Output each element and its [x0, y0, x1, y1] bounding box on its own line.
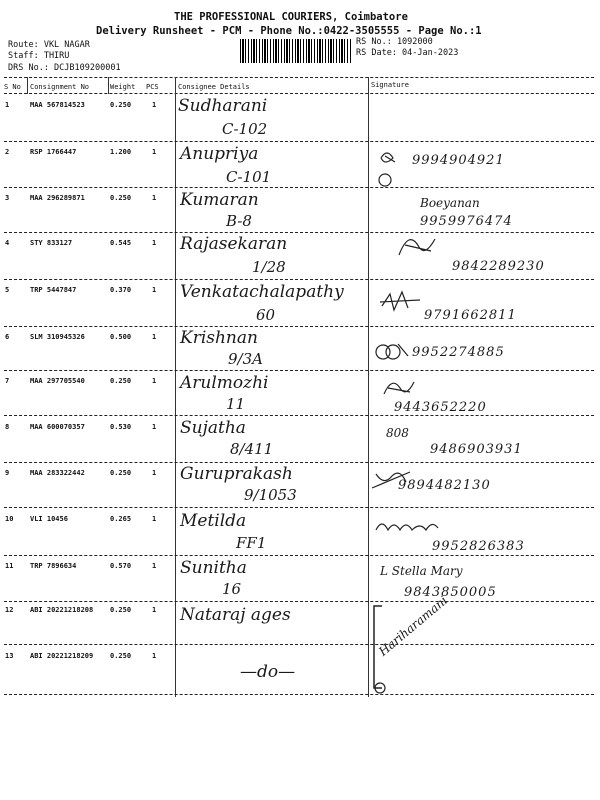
row-rule — [4, 279, 594, 280]
row-weight: 0.250 — [110, 194, 132, 202]
row-consignment: MAA 283322442 — [30, 469, 85, 477]
header-rule — [4, 93, 594, 94]
row-weight: 0.250 — [110, 652, 132, 660]
row-rule — [4, 694, 594, 695]
row-sno: 7 — [5, 377, 10, 385]
row-rule — [4, 644, 594, 645]
row-pcs: 1 — [152, 469, 157, 477]
signature-phone: 9843850005 — [404, 585, 497, 600]
consignee-address: 8/411 — [230, 440, 274, 458]
row-sno: 12 — [5, 606, 14, 614]
row-sno: 6 — [5, 333, 10, 341]
signature-phone: 9952274885 — [412, 345, 505, 360]
row-rule — [4, 555, 594, 556]
col-divider — [175, 77, 176, 697]
row-consignment: STY 833127 — [30, 239, 73, 247]
row-weight: 0.500 — [110, 333, 132, 341]
drs-number: DRS No.: DCJB109200001 — [8, 63, 121, 73]
row-pcs: 1 — [152, 606, 157, 614]
row-pcs: 1 — [152, 652, 157, 660]
col-sno: S No — [4, 83, 21, 91]
row-weight: 0.250 — [110, 377, 132, 385]
signature-phone: 9952826383 — [432, 539, 525, 554]
consignee-address: 11 — [226, 395, 246, 413]
row-rule — [4, 370, 594, 371]
row-sno: 11 — [5, 562, 14, 570]
signature-phone: 9994904921 — [412, 153, 505, 168]
row-pcs: 1 — [152, 101, 157, 109]
consignee-name: Anupriya — [180, 144, 259, 164]
signature-scribble — [372, 334, 412, 364]
col-pcs: PCS — [146, 83, 159, 91]
consignee-name: Sunitha — [180, 558, 247, 578]
consignee-name: Sudharani — [178, 96, 268, 116]
row-weight: 0.370 — [110, 286, 132, 294]
consignee-name: Nataraj ages — [180, 605, 291, 625]
consignee-address: 9/1053 — [244, 486, 297, 504]
consignee-address: 16 — [222, 580, 242, 598]
row-pcs: 1 — [152, 286, 157, 294]
consignee-name: Sujatha — [180, 418, 246, 438]
row-rule — [4, 141, 594, 142]
row-consignment: TRP 5447847 — [30, 286, 77, 294]
col-divider — [108, 77, 109, 94]
consignee-address: C-102 — [222, 120, 268, 138]
col-divider — [27, 77, 28, 94]
staff-label: Staff: THIRU — [8, 51, 70, 61]
col-consignee: Consignee Details — [178, 83, 250, 91]
signature-phone: 9791662811 — [424, 308, 517, 323]
consignee-address: 60 — [256, 306, 276, 324]
row-consignment: ABI 20221218208 — [30, 606, 94, 614]
consignee-name: Venkatachalapathy — [180, 282, 344, 302]
col-signature: Signature — [371, 81, 409, 89]
signature-name: 808 — [386, 426, 409, 440]
rs-number: RS No.: 1092000 — [356, 37, 433, 47]
consignee-address: 1/28 — [252, 258, 286, 276]
row-sno: 8 — [5, 423, 10, 431]
row-sno: 1 — [5, 101, 10, 109]
consignee-address: 9/3A — [228, 350, 263, 368]
consignee-name: Arulmozhi — [180, 373, 269, 393]
company-title: THE PROFESSIONAL COURIERS, Coimbatore — [174, 11, 408, 23]
rs-date: RS Date: 04-Jan-2023 — [356, 48, 459, 58]
signature-name: Hariharamani — [376, 593, 451, 659]
row-consignment: MAA 567814523 — [30, 101, 85, 109]
row-weight: 0.570 — [110, 562, 132, 570]
row-pcs: 1 — [152, 423, 157, 431]
row-rule — [4, 187, 594, 188]
row-sno: 5 — [5, 286, 10, 294]
row-sno: 2 — [5, 148, 10, 156]
row-sno: 10 — [5, 515, 14, 523]
consignee-address: FF1 — [236, 534, 267, 552]
row-pcs: 1 — [152, 194, 157, 202]
consignee-name: Krishnan — [180, 328, 258, 348]
consignee-address: C-101 — [226, 168, 272, 186]
row-rule — [4, 232, 594, 233]
signature-phone: 9486903931 — [430, 442, 523, 457]
row-pcs: 1 — [152, 239, 157, 247]
signature-phone: 9959976474 — [420, 214, 513, 229]
signature-scribble — [375, 146, 405, 188]
row-pcs: 1 — [152, 377, 157, 385]
row-consignment: TRP 7896634 — [30, 562, 77, 570]
row-rule — [4, 462, 594, 463]
consignee-name: —do— — [240, 662, 296, 682]
row-consignment: MAA 600070357 — [30, 423, 85, 431]
signature-scribble — [378, 286, 424, 320]
row-weight: 0.545 — [110, 239, 132, 247]
row-consignment: RSP 1766447 — [30, 148, 77, 156]
row-sno: 4 — [5, 239, 10, 247]
row-pcs: 1 — [152, 515, 157, 523]
consignee-name: Metilda — [180, 511, 247, 531]
signature-name: L Stella Mary — [380, 564, 463, 578]
signature-scribble — [374, 516, 440, 538]
row-sno: 3 — [5, 194, 10, 202]
row-weight: 0.250 — [110, 469, 132, 477]
row-pcs: 1 — [152, 148, 157, 156]
row-rule — [4, 507, 594, 508]
signature-scribble — [395, 225, 445, 265]
runsheet-subtitle: Delivery Runsheet - PCM - Phone No.:0422-3505555 - Page No.:1 — [96, 25, 482, 37]
consignee-name: Rajasekaran — [180, 234, 288, 254]
row-weight: 0.265 — [110, 515, 132, 523]
row-weight: 0.250 — [110, 101, 132, 109]
table-top-rule — [4, 77, 594, 78]
row-consignment: ABI 20221218209 — [30, 652, 94, 660]
row-consignment: VLI 10456 — [30, 515, 68, 523]
row-weight: 1.200 — [110, 148, 132, 156]
row-sno: 13 — [5, 652, 14, 660]
signature-phone: 9443652220 — [394, 400, 487, 415]
row-rule — [4, 601, 594, 602]
signature-phone: 9894482130 — [398, 478, 491, 493]
row-weight: 0.530 — [110, 423, 132, 431]
signature-name: Boeyanan — [420, 196, 480, 210]
col-weight: Weight — [110, 83, 136, 91]
row-rule — [4, 415, 594, 416]
row-consignment: MAA 296289871 — [30, 194, 85, 202]
row-consignment: MAA 297705540 — [30, 377, 85, 385]
row-sno: 9 — [5, 469, 10, 477]
row-rule — [4, 326, 594, 327]
consignee-name: Kumaran — [180, 190, 259, 210]
row-pcs: 1 — [152, 562, 157, 570]
col-consignment: Consignment No — [30, 83, 90, 91]
row-weight: 0.250 — [110, 606, 132, 614]
consignee-address: B-8 — [226, 212, 252, 230]
signature-phone: 9842289230 — [452, 259, 545, 274]
barcode — [240, 39, 352, 63]
route-label: Route: VKL NAGAR — [8, 40, 90, 50]
row-consignment: SLM 310945326 — [30, 333, 85, 341]
consignee-name: Guruprakash — [180, 464, 293, 484]
row-pcs: 1 — [152, 333, 157, 341]
